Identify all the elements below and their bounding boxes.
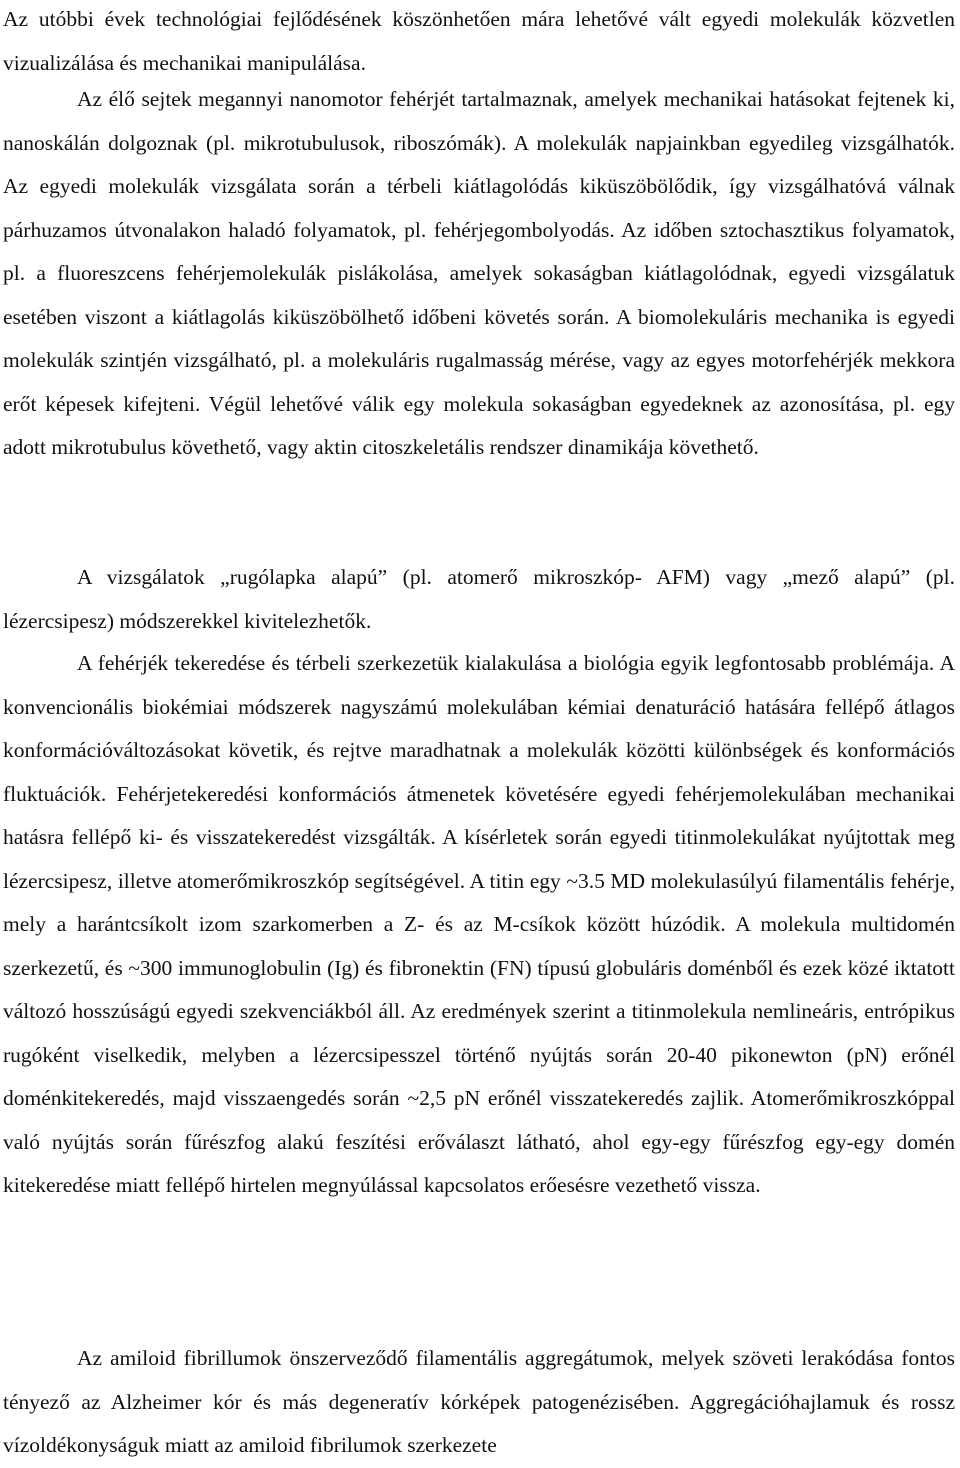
paragraph-nanomotors: Az élő sejtek megannyi nanomotor fehérjét tartalmaznak, amelyek mechanikai hatásokat fejtenek ki, nanoskálán dolgoznak (pl. mikrotubulusok, riboszómák). A molekulák napjainkban egyedileg vizsgálhatók. Az egyedi molekulák vizsgálata során a térbeli kiátlagolódás kiküszöbölődik, így vizsgálhatóvá válnak párhuzamos útvonalakon haladó folyamatok, pl. fehérjegombolyodás. Az időben sztochasztikus folyamatok, pl. a fluoreszcens fehérjemolekulák pislákolása, amelyek sokaságban kiátlagolódnak, egyedi vizsgálatuk esetében viszont a kiátlagolás kiküszöbölhető időbeni követés során. A biomolekuláris mechanika is egyedi molekulák szintjén vizsgálható, pl. a molekuláris rugalmasság mérése, vagy az egyes motorfehérjék mekkora erőt képesek kifejteni. Végül lehetővé válik egy molekula sokaságban egyedeknek az azonosítása, pl. egy adott mikrotubulus követhető, vagy aktin citoszkeletális rendszer dinamikája követhető. [3, 87, 955, 459]
paragraph-amyloid: Az amiloid fibrillumok önszerveződő filamentális aggregátumok, melyek szöveti lerakódása fontos tényező az Alzheimer kór és más degeneratív kórképek patogenézisében. Aggregációhajlamuk és rossz vízoldékonyságuk miatt az amiloid fibrilumok szerkezete [3, 1346, 955, 1457]
paragraph-intro: Az utóbbi évek technológiai fejlődésének köszönhetően mára lehetővé vált egyedi molekulák közvetlen vizualizálása és mechanikai manipulálása. [3, 7, 955, 75]
paragraph-methods: A vizsgálatok „rugólapka alapú” (pl. atomerő mikroszkóp- AFM) vagy „mező alapú” (pl. lézercsipesz) módszerekkel kivitelezhetők. [3, 565, 955, 633]
paragraph-protein-folding: A fehérjék tekeredése és térbeli szerkezetük kialakulása a biológia egyik legfontosabb problémája. A konvencionális biokémiai módszerek nagyszámú molekulában kémiai denaturáció hatására fellépő átlagos konformációváltozásokat követik, és rejtve maradhatnak a molekulák közötti különbségek és konformációs fluktuációk. Fehérjetekeredési konformációs átmenetek követésére egyedi fehérjemolekulában mechanikai hatásra fellépő ki- és visszatekeredést vizsgálták. A kísérletek során egyedi titinmolekulákat nyújtottak meg lézercsipesz, illetve atomerőmikroszkóp segítségével. A titin egy ~3.5 MD molekulasúlyú filamentális fehérje, mely a harántcsíkolt izom szarkomerben a Z- és az M-csíkok között húzódik. A molekula multidomén szerkezetű, és ~300 immunoglobulin (Ig) és fibronektin (FN) típusú globuláris doménből és ezek közé iktatott változó hosszúságú egyedi szekvenciákból áll. Az eredmények szerint a titinmolekula nemlineáris, entrópikus rugóként viselkedik, melyben a lézercsipesszel történő nyújtás során 20-40 pikonewton (pN) erőnél doménkitekeredés, majd visszaengedés során ~2,5 pN erőnél visszatekeredés zajlik. Atomerőmikroszkóppal való nyújtás során fűrészfog alakú feszítési erőválaszt látható, ahol egy-egy fűrészfog egy-egy domén kitekeredése miatt fellépő hirtelen megnyúlással kapcsolatos erőesésre vezethető vissza. [3, 651, 955, 1197]
